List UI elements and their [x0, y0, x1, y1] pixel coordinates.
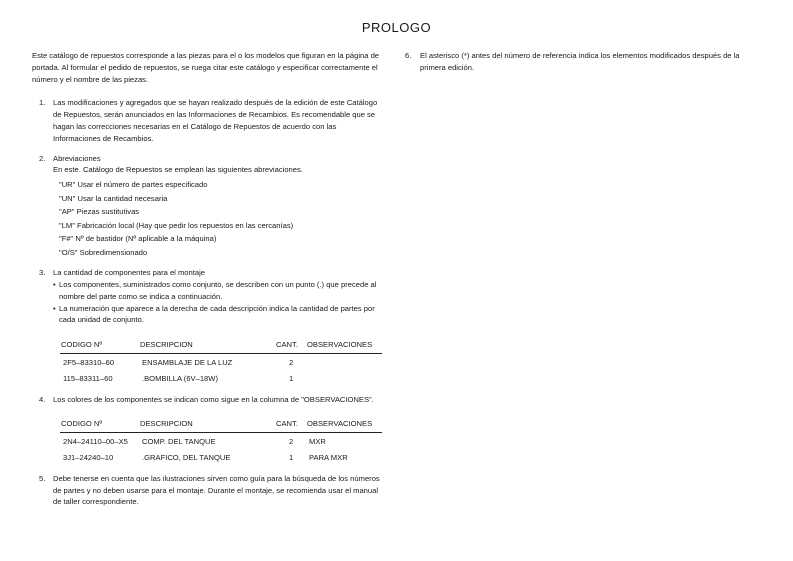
item-text: La cantidad de componentes para el montaje — [53, 268, 205, 278]
page-title: PROLOGO — [361, 20, 432, 35]
column-header: CANT. — [275, 337, 306, 353]
item-4 — [32, 394, 384, 465]
item-heading: Abreviaciones — [53, 153, 101, 163]
table-cell: 2 — [289, 357, 294, 367]
bullet-text: La numeración que aparece a la derecha de cada descripción indica la cantidad de partes por cada unidad de conjunto. — [59, 303, 375, 325]
abbreviation-item: "UR" Usar el número de partes especificado — [59, 180, 208, 190]
item-number: 1. — [39, 98, 46, 108]
item-number: 3. — [39, 268, 46, 278]
bullet-dot: • — [53, 279, 56, 289]
column-header: OBSERVACIONES — [306, 337, 382, 353]
table-cell: 3J1–24240–10 — [63, 452, 114, 462]
table-cell: 1 — [289, 373, 294, 383]
table-row — [60, 449, 382, 465]
abbreviation-item: "F#" Nº de bastidor (Nº aplicable a la máquina) — [59, 234, 217, 244]
bullet-dot: • — [53, 303, 56, 313]
intro-paragraph: Este catálogo de repuestos corresponde a las piezas para el o los modelos que figuran en la página de portada. Al formular el pedido de repuestos, se ruega citar este catálogo y especificar correctamente el número y el nombre de las piezas. — [32, 51, 380, 84]
item-6 — [405, 50, 750, 74]
item-1 — [32, 97, 384, 144]
bullet-item — [53, 303, 384, 327]
column-header: DESCRIPCION — [139, 416, 275, 432]
table-cell: 2N4–24110–00–X5 — [63, 437, 128, 447]
table-cell: 2 — [289, 437, 294, 447]
item-number: 4. — [39, 394, 46, 404]
table-cell: 1 — [289, 452, 294, 462]
table-row — [60, 433, 382, 449]
item-text: El asterisco (*) antes del número de referencia indica los elementos modificados después de la primera edición. — [420, 51, 740, 72]
item-5 — [32, 473, 384, 508]
table-cell — [306, 370, 382, 386]
item-2 — [32, 153, 384, 260]
abbreviation-item: "O/S" Sobredimensionado — [59, 247, 148, 257]
colors-table — [60, 416, 382, 464]
table-cell: 2F5–83310–60 — [63, 357, 115, 367]
column-header: OBSERVACIONES — [306, 416, 382, 432]
bullet-text: Los componentes, suministrados como conjunto, se describen con un punto (.) que precede al nombre del parte como se indica a continuación. — [59, 279, 377, 301]
column-header: DESCRIPCION — [139, 337, 275, 353]
abbreviation-list — [53, 178, 384, 259]
item-text: Debe tenerse en cuenta que las ilustraciones sirven como guía para la búsqueda de los números de partes y no deben usarse para el montaje. Durante el montaje, se recomienda usar el manual de taller correspondiente. — [53, 473, 380, 507]
item-text: Los colores de los componentes se indican como sigue en la columna de "OBSERVACIONES". — [53, 394, 374, 404]
table-cell: MXR — [309, 437, 326, 447]
item-3 — [32, 267, 384, 385]
item-number: 2. — [39, 153, 46, 163]
abbreviation-item: "LM" Fabricación local (Hay que pedir los repuestos en las cercanías) — [59, 220, 294, 230]
table-cell: ENSAMBLAJE DE LA LUZ — [142, 357, 233, 367]
abbreviation-item: "UN" Usar la cantidad necesaria — [59, 193, 168, 203]
bullet-item — [53, 279, 384, 303]
left-column — [32, 50, 384, 516]
parts-table — [60, 337, 382, 385]
column-header: CODIGO Nº — [60, 337, 139, 353]
item-number: 5. — [39, 473, 46, 483]
table-cell: .BOMBILLA (6V–18W) — [142, 373, 218, 383]
table-header-row — [60, 416, 382, 432]
column-header: CODIGO Nº — [60, 416, 139, 432]
table-cell: PARA MXR — [309, 452, 348, 462]
table-cell — [306, 353, 382, 369]
item-number: 6. — [405, 51, 412, 60]
table-row — [60, 353, 382, 369]
table-cell: .GRAFICO, DEL TANQUE — [142, 452, 231, 462]
right-column — [405, 50, 750, 74]
abbreviation-item: "AP" Piezas sustitutivas — [59, 207, 140, 217]
column-header: CANT. — [275, 416, 306, 432]
table-row — [60, 370, 382, 386]
table-cell: COMP. DEL TANQUE — [142, 437, 216, 447]
item-text: En este. Catálogo de Repuestos se emplean las siguientes abreviaciones. — [53, 165, 303, 175]
item-text: Las modificaciones y agregados que se hayan realizado después de la edición de este Catálogo de Repuestos, serán anunciados en las Informaciones de Recambios. Es recomendable que se hagan las correcciones necesarias en el Catálogo de Repuestos de acuerdo con las Informaciones de Recambios. — [53, 98, 378, 143]
table-cell: 115–83311–60 — [63, 373, 113, 383]
table-header-row — [60, 337, 382, 353]
